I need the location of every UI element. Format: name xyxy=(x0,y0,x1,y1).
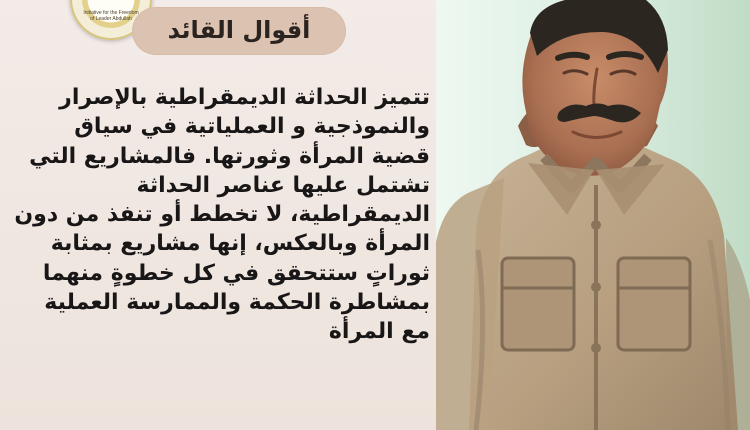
quote-line: المرأة وبالعكس، إنها مشاريع بمثابة xyxy=(50,231,430,257)
quote-line: مع المرأة xyxy=(328,319,430,345)
quote-line: قضية المرأة وثورتها. فالمشاريع التي xyxy=(29,143,430,169)
quote-text-block xyxy=(4,83,430,430)
page-title: أقوال القائد xyxy=(167,16,311,44)
quote-line: تتميز الحداثة الديمقراطية بالإصرار xyxy=(59,85,430,110)
quote-line: والنموذجية و العملياتية في سياق xyxy=(74,114,430,140)
portrait-photo xyxy=(436,0,750,430)
title-pill xyxy=(132,7,346,55)
quote-line: بمشاطرة الحكمة والممارسة العملية xyxy=(44,290,430,316)
quote-line: الديمقراطية، لا تخطط أو تنفذ من دون xyxy=(14,202,430,228)
quote-line: ثوراتٍ ستتحقق في كل خطوةٍ منهما xyxy=(42,260,430,286)
logo-text: Initiative for the Freedom of Leader Abdullah xyxy=(83,10,139,22)
quote-line: تشتمل عليها عناصر الحداثة xyxy=(136,172,430,198)
